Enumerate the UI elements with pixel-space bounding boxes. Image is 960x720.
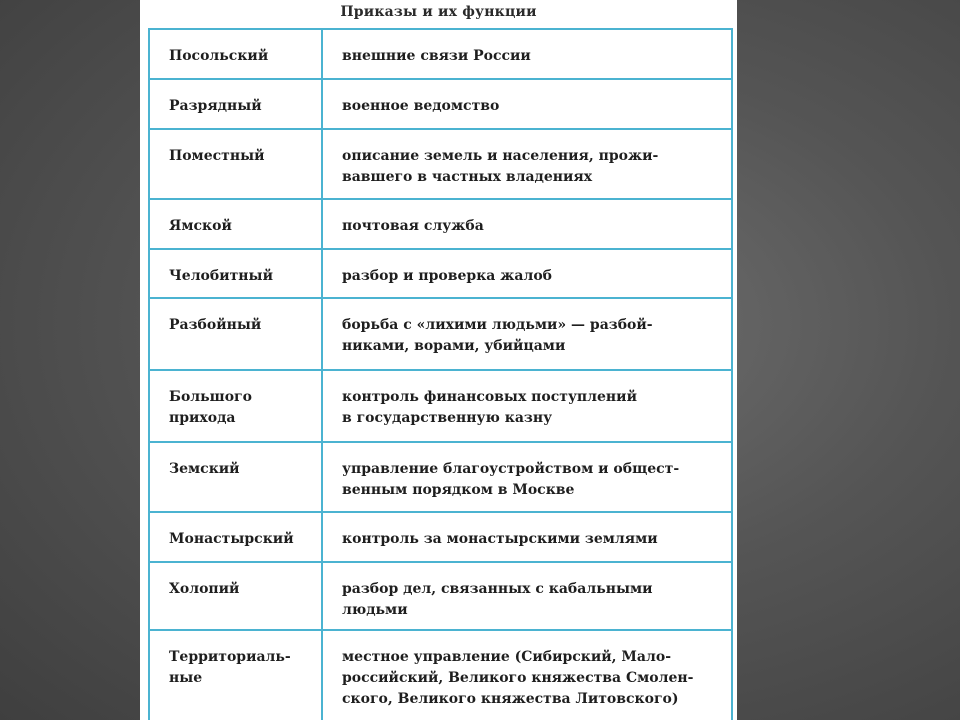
table-row [150, 513, 731, 563]
prikaz-name: Холопий [150, 563, 323, 629]
document-page [140, 0, 737, 720]
prikaz-name: Разбойный [150, 299, 323, 369]
table-row [150, 443, 731, 513]
prikaz-function: борьба с «лихими людьми» — разбой- никами, ворами, убийцами [342, 317, 653, 354]
table-row [150, 80, 731, 130]
prikaz-function: управление благоустройством и общест- венным порядком в Москве [342, 461, 680, 498]
prikaz-function: местное управление (Сибирский, Мало- российский, Великого княжества Смолен- ского, Великого княжества Литовского) [342, 649, 694, 707]
prikaz-function: контроль за монастырскими землями [342, 531, 658, 547]
table-row [150, 250, 731, 299]
table-row [150, 200, 731, 250]
table-title: Приказы и их функции [340, 4, 537, 20]
prikaz-function: описание земель и населения, прожи- вавшего в частных владениях [342, 148, 659, 185]
table-row [150, 130, 731, 200]
prikaz-name: Поместный [150, 130, 323, 198]
prikaz-name: Монастырский [150, 513, 323, 561]
table-row [150, 30, 731, 80]
prikaz-name: Челобитный [150, 250, 323, 297]
prikaz-name: Посольский [150, 30, 323, 78]
table-row [150, 631, 731, 720]
prikaz-function: разбор дел, связанных с кабальными людьми [342, 581, 653, 618]
prikaz-function: военное ведомство [342, 98, 500, 114]
prikaz-name: Разрядный [150, 80, 323, 128]
prikaz-name: Земский [150, 443, 323, 511]
prikaz-function: внешние связи России [342, 48, 531, 64]
table-row [150, 563, 731, 631]
prikaz-name: Территориаль- ные [150, 631, 323, 720]
prikaz-function: разбор и проверка жалоб [342, 268, 552, 284]
prikaz-name: Ямской [150, 200, 323, 248]
table-row [150, 371, 731, 443]
prikaz-name: Большого прихода [150, 371, 323, 441]
prikazy-table [148, 28, 733, 720]
table-row [150, 299, 731, 371]
prikaz-function: почтовая служба [342, 218, 484, 234]
prikaz-function: контроль финансовых поступлений в государственную казну [342, 389, 637, 426]
